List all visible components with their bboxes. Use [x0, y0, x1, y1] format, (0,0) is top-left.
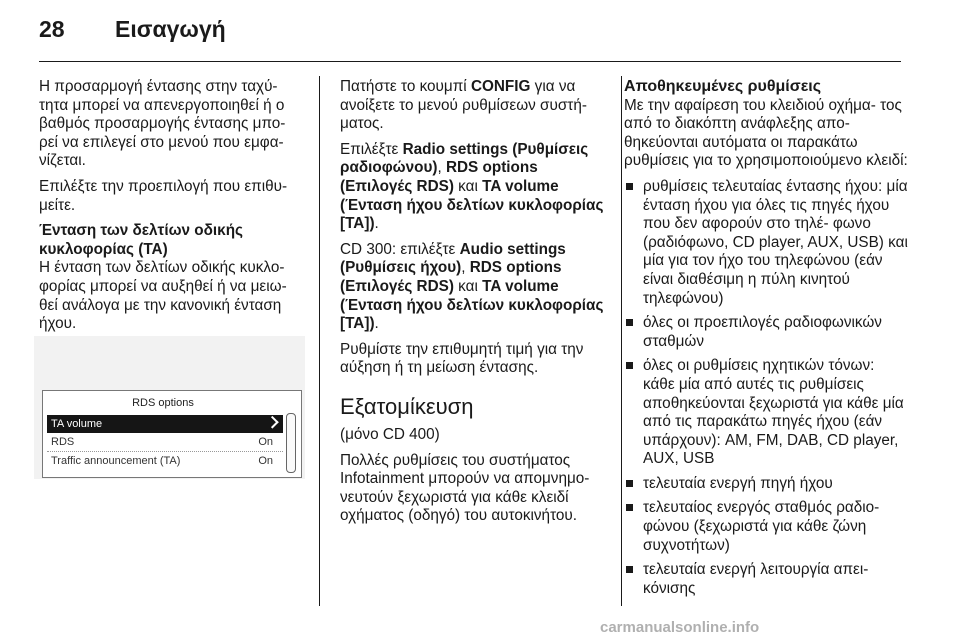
- subheading: Ένταση των δελτίων οδικής κυκλοφορίας (TA): [39, 222, 243, 258]
- paragraph: Επιλέξτε την προεπιλογή που επιθυ‐ μείτε.: [39, 177, 288, 214]
- menu-item-label: TA volume: [51, 418, 103, 430]
- list-item: τελευταία ενεργή λειτουργία απει‐ κόνισης: [624, 561, 908, 598]
- paragraph: CD 300: επιλέξτε Audio settings (Ρυθμίσεις ήχου), RDS options (Επιλογές RDS) και TA volume (Ένταση ήχου δελτίων κυκλοφορίας [TA]).: [340, 240, 604, 333]
- list-item: όλες οι προεπιλογές ραδιοφωνικών σταθμών: [624, 314, 908, 351]
- list-item: όλες οι ρυθμίσεις ηχητικών τόνων: κάθε μία από αυτές τις ρυθμίσεις αποθηκεύονται ξεχωριστά για κάθε μία από τις παρακάτω πηγές ήχου (εάν υπάρχουν): AM, FM, DAB, CD player, AUX, USB: [624, 357, 908, 469]
- section-heading: Αποθηκευμένες ρυθμίσεις: [624, 78, 822, 95]
- paragraph: Πολλές ρυθμίσεις του συστήματος Infotainment μπορούν να απομνημο‐ νευτούν ξεχωριστά για κάθε κλειδί οχήματος (οδηγό) του αυτοκινήτου.: [340, 451, 590, 525]
- bullet-icon: [626, 504, 633, 511]
- button-name: CONFIG: [470, 78, 531, 95]
- menu-item-traffic-announcement: [47, 452, 283, 470]
- paragraph: Επιλέξτε Radio settings (Ρυθμίσεις ραδιοφώνου), RDS options (Επιλογές RDS) και TA volume (Ένταση ήχου δελτίων κυκλοφορίας [TA]).: [340, 140, 604, 233]
- header-rule: [39, 61, 901, 62]
- column-divider-2: [621, 76, 622, 606]
- paragraph: Πατήστε το κουμπί CONFIG για να ανοίξετε το μενού ρυθμίσεων συστή‐ ματος.: [340, 78, 587, 133]
- menu-item-label: RDS: [51, 436, 75, 448]
- bullet-icon: [626, 183, 633, 190]
- column-3: [624, 78, 908, 604]
- bullet-icon: [626, 566, 633, 573]
- paragraph: Με την αφαίρεση του κλειδιού οχήμα‐ τος από το διακόπτη ανάφλεξης απο‐ θηκεύονται αυτόματα οι παρακάτω ρυθμίσεις για το χρησιμοποιούμενο κλειδί:: [624, 96, 908, 170]
- page-number: 28: [39, 16, 65, 42]
- list-item: τελευταία ενεργή πηγή ήχου: [624, 475, 908, 494]
- menu-item-ta-volume: [47, 415, 283, 433]
- chevron-right-icon: [266, 416, 279, 429]
- section-heading: Εξατομίκευση: [340, 393, 474, 419]
- rds-options-screen: [42, 390, 302, 478]
- paragraph: Η ένταση των δελτίων οδικής κυκλο‐ φορίας μπορεί να αυξηθεί ή να μειω‐ θεί ανάλογα με την κανονική ένταση ήχου.: [39, 259, 287, 333]
- watermark: carmanualsonline.info: [600, 619, 760, 636]
- bullet-icon: [626, 319, 633, 326]
- bullet-icon: [626, 480, 633, 487]
- menu-item-label: Traffic announcement (TA): [51, 455, 181, 467]
- list-item: ρυθμίσεις τελευταίας έντασης ήχου: μία ένταση ήχου για όλες τις πηγές ήχου που δεν αφορούν στο τηλέ‐ φωνο (ραδιόφωνο, CD player, AUX, USB) και μία για τον ήχο του τηλεφώνου (εάν είναι διαθέσιμη η πύλη κινητού τηλεφώνου): [624, 178, 908, 308]
- menu-item-value: On: [258, 436, 273, 448]
- column-1: [39, 78, 307, 341]
- paragraph: Η προσαρμογή έντασης στην ταχύ‐ τητα μπορεί να απενεργοποιηθεί ή ο βαθμός προσαρμογής έντασης μπο‐ ρεί να επιλεγεί στο μενού που εμφα‐ νίζεται.: [39, 78, 286, 170]
- column-divider-1: [319, 76, 320, 606]
- paragraph: Ρυθμίστε την επιθυμητή τιμή για την αύξηση ή τη μείωση έντασης.: [340, 340, 584, 377]
- bullet-list: [624, 178, 908, 598]
- menu-item-rds: [47, 433, 283, 452]
- column-2: [340, 78, 610, 533]
- note: (μόνο CD 400): [340, 425, 440, 443]
- list-item: τελευταίος ενεργός σταθμός ραδιο‐ φώνου (ξεχωριστά για κάθε ζώνη συχνοτήτων): [624, 499, 908, 555]
- scrollbar: [286, 413, 296, 473]
- menu-item-value: On: [258, 455, 273, 467]
- screen-title: RDS options: [132, 397, 194, 409]
- bullet-icon: [626, 362, 633, 369]
- page-title: Εισαγωγή: [115, 16, 226, 42]
- page-header: [0, 0, 960, 60]
